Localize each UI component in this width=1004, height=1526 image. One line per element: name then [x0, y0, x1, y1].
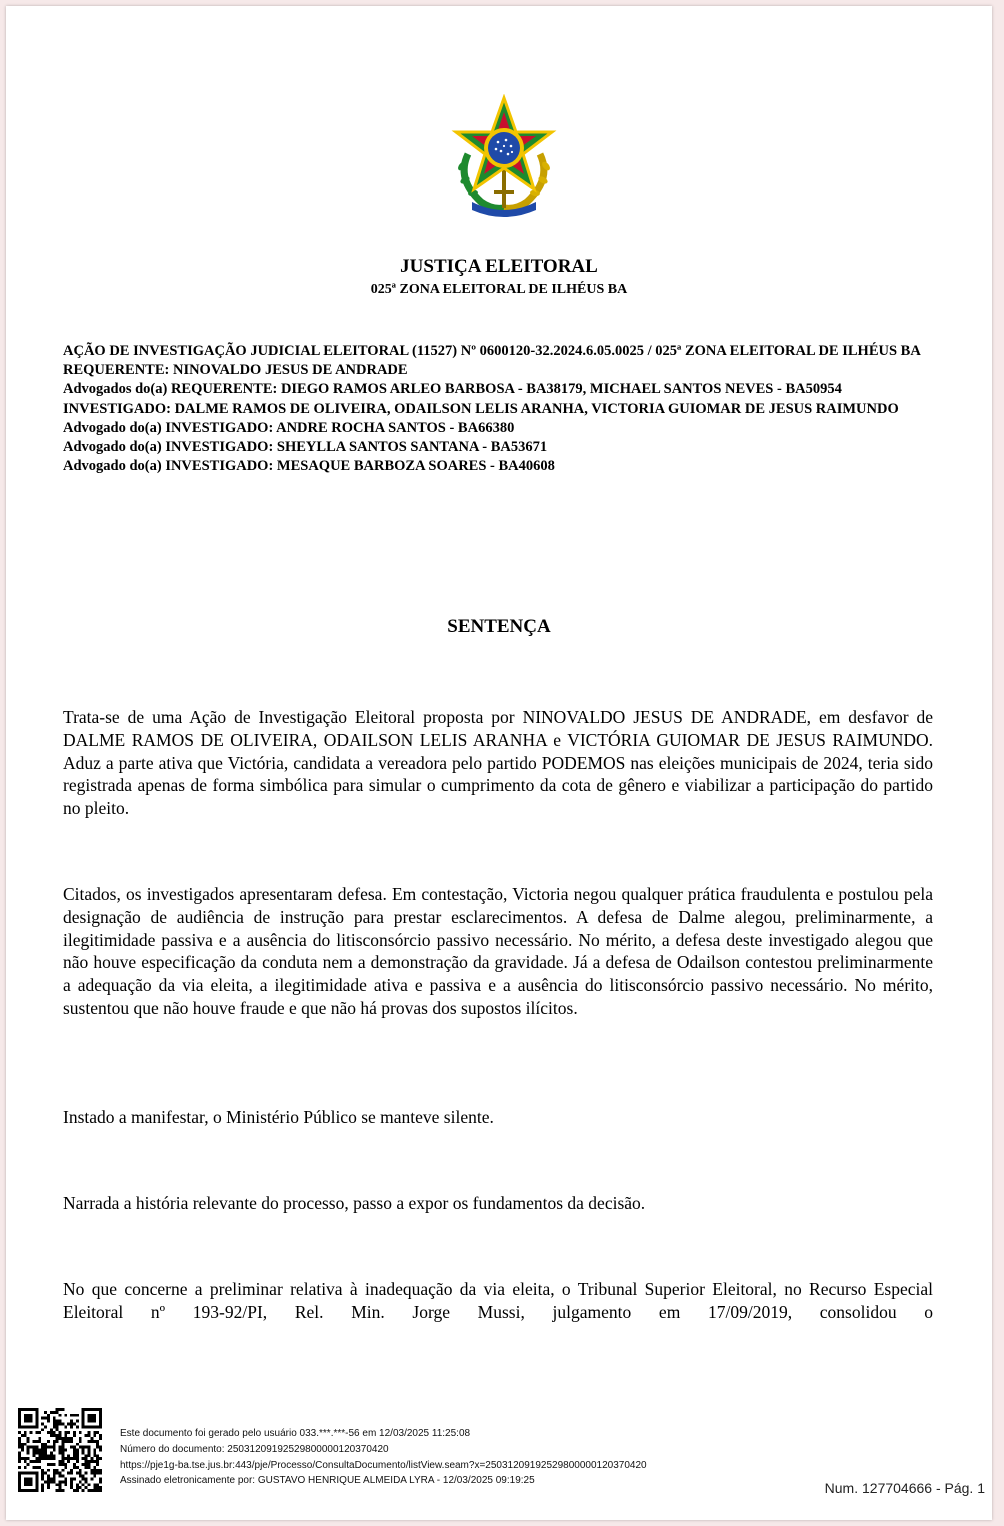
document-footer [120, 1426, 647, 1489]
document-page [6, 6, 992, 1520]
defendants: INVESTIGADO: DALME RAMOS DE OLIVEIRA, ODAILSON LELIS ARANHA, VICTORIA GUIOMAR DE JESUS RAIMUNDO [63, 400, 899, 417]
paragraph: No que concerne a preliminar relativa à inadequação da via eleita, o Tribunal Superior Eleitoral, no Recurso Especial Eleitoral nº 193-92/PI, Rel. Min. Jorge Mussi, julgamento em 17/09/2019, consolidou o [63, 1279, 933, 1322]
document-url-link[interactable]: https://pje1g-ba.tse.jus.br:443/pje/Processo/ConsultaDocumento/listView.seam?x=25031209192529800000120370420 [120, 1459, 647, 1471]
section-title: SENTENÇA [447, 616, 551, 637]
generated-by-text: Este documento foi gerado pelo usuário 033.***.***-56 em 12/03/2025 11:25:08 [120, 1428, 471, 1439]
paragraph: Trata-se de uma Ação de Investigação Eleitoral proposta por NINOVALDO JESUS DE ANDRADE, em desfavor de DALME RAMOS DE OLIVEIRA, ODAILSON LELIS ARANHA e VICTÓRIA GUIOMAR DE JESUS RAIMUNDO. Aduz a parte ativa que Victória, candidata a vereadora pelo partido PODEMOS nas eleições municipais de 2024, teria sido registrada apenas de forma simbólica para simular o cumprimento da cota de gênero e viabilizar a participação do partido no pleito. [63, 707, 933, 819]
paragraph: Citados, os investigados apresentaram defesa. Em contestação, Victoria negou qualquer prática fraudulenta e postulou pela designação de audiência de instrução para prestar esclarecimentos. A defesa de Dalme alegou, preliminarmente, a ilegitimidade passiva e a ausência do litisconsórcio passivo necessário. No mérito, a defesa deste investigado alegou que não houve especificação da conduta nem a demonstração da gravidade. Já a defesa de Odailson contestou preliminarmente a adequação da via eleita, a ilegitimidade ativa e passiva e a ausência do litisconsórcio passivo necessário. No mérito, sustentou que não houve fraude e que não há provas dos supostos ilícitos. [63, 884, 933, 1018]
page-number: Num. 127704666 - Pág. 1 [824, 1480, 985, 1496]
case-number: AÇÃO DE INVESTIGAÇÃO JUDICIAL ELEITORAL (11527) Nº 0600120-32.2024.6.05.0025 / 025ª ZONA ELEITORAL DE ILHÉUS BA [63, 343, 921, 359]
paragraph: Instado a manifestar, o Ministério Público se manteve silente. [63, 1107, 494, 1127]
case-info [63, 342, 933, 476]
court-title: JUSTIÇA ELEITORAL [400, 256, 598, 277]
paragraph: Narrada a história relevante do processo, passo a expor os fundamentos da decisão. [63, 1193, 646, 1213]
plaintiff-lawyers: Advogados do(a) REQUERENTE: DIEGO RAMOS ARLEO BARBOSA - BA38179, MICHAEL SANTOS NEVES - BA50954 [63, 381, 842, 398]
defendant-lawyer: Advogado do(a) INVESTIGADO: MESAQUE BARBOZA SOARES - BA40608 [63, 458, 555, 475]
plaintiff: REQUERENTE: NINOVALDO JESUS DE ANDRADE [63, 362, 408, 379]
brazil-coat-of-arms-icon [446, 94, 562, 218]
qr-code-icon[interactable] [18, 1408, 102, 1492]
court-zone: 025ª ZONA ELEITORAL DE ILHÉUS BA [370, 282, 628, 297]
document-number-text: Número do documento: 25031209192529800000120370420 [120, 1443, 389, 1455]
defendant-lawyer: Advogado do(a) INVESTIGADO: ANDRE ROCHA SANTOS - BA66380 [63, 419, 515, 436]
defendant-lawyer: Advogado do(a) INVESTIGADO: SHEYLLA SANTOS SANTANA - BA53671 [63, 439, 548, 456]
signature-text: Assinado eletronicamente por: GUSTAVO HENRIQUE ALMEIDA LYRA - 12/03/2025 09:19:25 [120, 1475, 535, 1487]
